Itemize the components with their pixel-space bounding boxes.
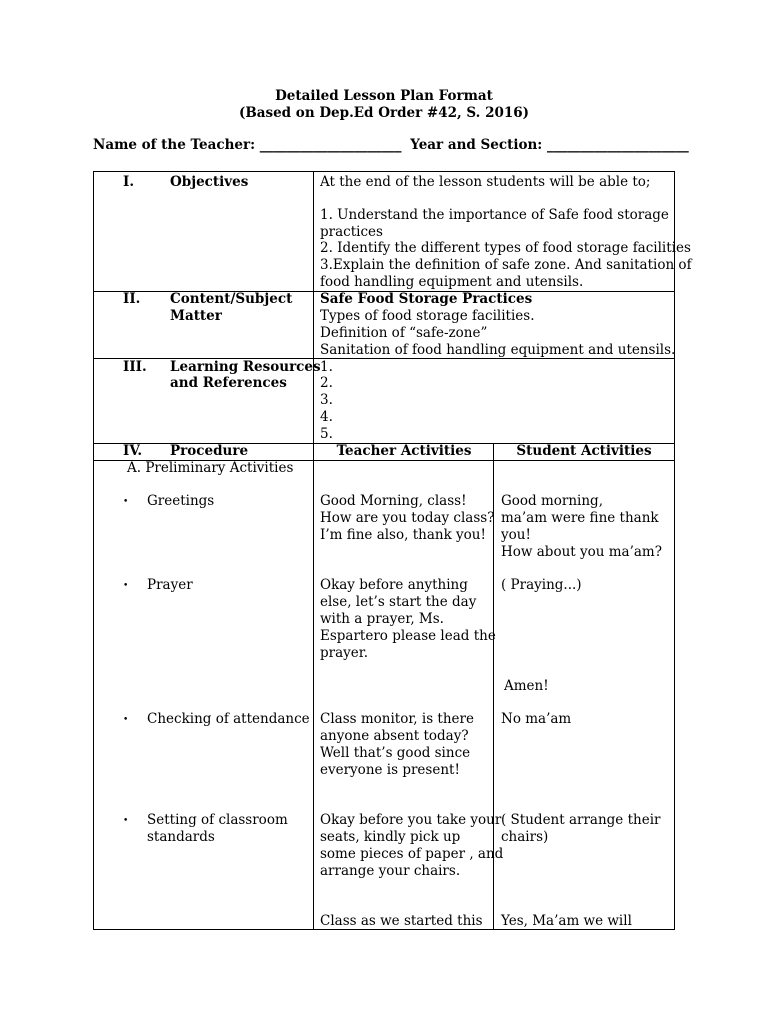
document-subtitle: (Based on Dep.Ed Order #42, S. 2016): [238, 105, 530, 121]
lesson-plan-table: [93, 171, 692, 930]
greetings-bullet: •: [123, 497, 129, 507]
attendance-teacher-line-1: Class monitor, is there: [320, 711, 474, 727]
greetings-label: Greetings: [147, 493, 215, 509]
prayer-bullet: •: [123, 581, 129, 591]
objectives-line-7: food handling equipment and utensils.: [320, 274, 584, 290]
student-activities-header: Student Activities: [516, 443, 652, 459]
standards-student-line-2: chairs): [501, 829, 549, 845]
standards-label-line-2: standards: [147, 829, 215, 845]
teacher-activities-header: Teacher Activities: [336, 443, 472, 459]
standards-label-line-1: Setting of classroom: [147, 812, 288, 828]
prayer-student-line-1: ( Praying...): [501, 577, 582, 593]
objectives-line-4: practices: [320, 224, 383, 240]
trailing-student-line: Yes, Ma’am we will: [501, 913, 632, 929]
content-line-3: Sanitation of food handling equipment and utensils.: [320, 342, 676, 358]
content-line-1: Types of food storage facilities.: [320, 308, 535, 324]
resource-item-1: 1.: [320, 359, 333, 375]
objectives-title: Objectives: [170, 174, 249, 190]
prayer-student-amen: Amen!: [504, 678, 549, 694]
resources-number: III.: [123, 359, 147, 375]
greetings-student-line-2: ma’am were fine thank: [501, 510, 659, 526]
standards-teacher-line-2: seats, kindly pick up: [320, 829, 461, 845]
attendance-student-line-1: No ma’am: [501, 711, 572, 727]
resource-item-3: 3.: [320, 392, 333, 408]
prayer-teacher-line-2: else, let’s start the day: [320, 594, 477, 610]
resources-title-line-2: and References: [170, 375, 287, 391]
preliminary-activities-label: A. Preliminary Activities: [127, 460, 294, 476]
procedure-number: IV.: [123, 443, 143, 459]
prayer-teacher-line-1: Okay before anything: [320, 577, 468, 593]
attendance-bullet: •: [123, 715, 129, 725]
document-title: Detailed Lesson Plan Format: [275, 88, 493, 104]
attendance-teacher-line-2: anyone absent today?: [320, 728, 469, 744]
standards-teacher-line-3: some pieces of paper , and: [320, 846, 504, 862]
objectives-line-5: 2. Identify the different types of food storage facilities: [320, 240, 691, 256]
trailing-teacher-line: Class as we started this: [320, 913, 483, 929]
greetings-teacher-line-1: Good Morning, class!: [320, 493, 467, 509]
objectives-line-3: 1. Understand the importance of Safe food storage: [320, 207, 669, 223]
prayer-label: Prayer: [147, 577, 193, 593]
teacher-section-line: [93, 137, 693, 153]
greetings-teacher-line-2: How are you today class?: [320, 510, 495, 526]
resource-item-2: 2.: [320, 375, 333, 391]
greetings-student-line-4: How about you ma’am?: [501, 544, 662, 560]
prayer-teacher-line-5: prayer.: [320, 645, 369, 661]
standards-student-line-1: ( Student arrange their: [501, 812, 661, 828]
standards-teacher-line-1: Okay before you take your: [320, 812, 502, 828]
attendance-label: Checking of attendance: [147, 711, 310, 727]
procedure-title: Procedure: [170, 443, 249, 459]
objectives-number: I.: [123, 174, 135, 190]
objectives-line-6: 3.Explain the definition of safe zone. And sanitation of: [320, 257, 692, 273]
greetings-student-line-1: Good morning,: [501, 493, 603, 509]
teacher-name-label: Name of the Teacher: _____________________: [93, 137, 402, 153]
year-section-label: Year and Section: _____________________: [410, 137, 689, 153]
resource-item-4: 4.: [320, 409, 333, 425]
prayer-teacher-line-3: with a prayer, Ms.: [320, 611, 444, 627]
prayer-teacher-line-4: Espartero please lead the: [320, 628, 496, 644]
standards-teacher-line-4: arrange your chairs.: [320, 863, 461, 879]
greetings-student-line-3: you!: [501, 527, 531, 543]
resources-title-line-1: Learning Resources: [170, 359, 321, 375]
standards-bullet: •: [123, 816, 129, 826]
attendance-teacher-line-3: Well that’s good since: [320, 745, 471, 761]
objectives-line-1: At the end of the lesson students will be able to;: [320, 174, 651, 190]
content-heading: Safe Food Storage Practices: [320, 291, 533, 307]
column-divider-main: [313, 172, 314, 930]
attendance-teacher-line-4: everyone is present!: [320, 762, 460, 778]
content-title-line-2: Matter: [170, 308, 222, 324]
content-number: II.: [123, 291, 141, 307]
resource-item-5: 5.: [320, 426, 333, 442]
content-line-2: Definition of “safe-zone”: [320, 325, 488, 341]
content-title-line-1: Content/Subject: [170, 291, 293, 307]
greetings-teacher-line-3: I’m fine also, thank you!: [320, 527, 486, 543]
